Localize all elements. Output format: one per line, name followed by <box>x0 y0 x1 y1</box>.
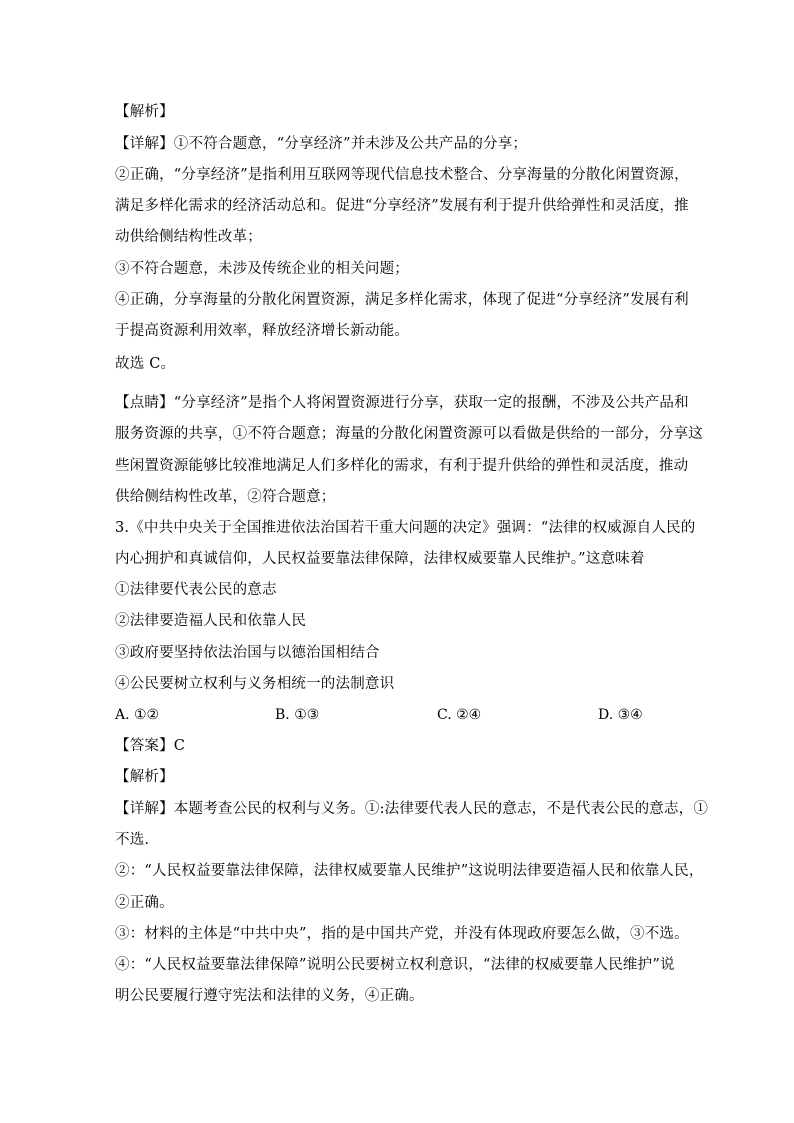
detail-point-4-line-2: 于提高资源利用效率，释放经济增长新动能。 <box>115 323 409 339</box>
statement-3: ③政府要坚持依法治国与以德治国相结合 <box>115 645 380 661</box>
detail-point-2-line-2: 满足多样化需求的经济活动总和。促进“分享经济”发展有利于提升供给弹性和灵活度，推 <box>115 198 689 214</box>
answer-line: 【答案】C <box>115 738 186 754</box>
analysis-heading-q3: 【解析】 <box>115 769 174 785</box>
q3-detail-line-3: ②：“人民权益要靠法律保障，法律权威要靠人民维护”这说明法律要造福人民和依靠人民， <box>115 863 704 879</box>
comment-line-4: 供给侧结构性改革，②符合题意； <box>115 489 336 505</box>
q3-detail-line-2: 不选. <box>115 832 150 848</box>
option-a: A. ①② <box>115 707 160 723</box>
q3-detail-line-4: ②正确。 <box>115 895 174 911</box>
option-b: B. ①③ <box>275 707 320 723</box>
question-3-stem-line-1: 3.《中共中央关于全国推进依法治国若干重大问题的决定》强调：“法律的权威源自人民的 <box>115 520 696 536</box>
statement-4: ④公民要树立权利与义务相统一的法制意识 <box>115 676 395 692</box>
detail-point-2-line-3: 动供给侧结构性改革； <box>115 229 262 245</box>
detail-point-1: 【详解】①不符合题意，“分享经济”并未涉及公共产品的分享； <box>115 136 528 152</box>
question-3-stem-line-2: 内心拥护和真诚信仰，人民权益要靠法律保障，法律权威要靠人民维护。”这意味着 <box>115 551 645 567</box>
comment-line-2: 服务资源的共享，①不符合题意；海量的分散化闲置资源可以看做是供给的一部分，分享这 <box>115 426 703 442</box>
q3-detail-line-6: ④：“人民权益要靠法律保障”说明公民要树立权利意识，“法律的权威要靠人民维护”说 <box>115 957 675 973</box>
comment-line-3: 些闲置资源能够比较准地满足人们多样化的需求，有利于提升供给的弹性和灵活度，推动 <box>115 458 689 474</box>
option-d: D. ③④ <box>598 707 643 723</box>
detail-point-4-line-1: ④正确，分享海量的分散化闲置资源，满足多样化需求，体现了促进“分享经济”发展有利 <box>115 292 689 308</box>
detail-point-2-line-1: ②正确，“分享经济”是指利用互联网等现代信息技术整合、分享海量的分散化闲置资源， <box>115 167 689 183</box>
option-c: C. ②④ <box>437 707 482 723</box>
detail-point-3: ③不符合题意，未涉及传统企业的相关问题； <box>115 261 409 277</box>
q3-detail-line-5: ③：材料的主体是“中共中央”，指的是中国共产党，并没有体现政府要怎么做，③不选。 <box>115 926 689 942</box>
q3-detail-line-7: 明公民要履行遵守宪法和法律的义务，④正确。 <box>115 988 424 1004</box>
q3-detail-line-1: 【详解】本题考查公民的权利与义务。①:法律要代表人民的意志，不是代表公民的意志，① <box>115 801 709 817</box>
analysis-heading: 【解析】 <box>115 104 174 120</box>
statement-2: ②法律要造福人民和依靠人民 <box>115 613 307 629</box>
statement-1: ①法律要代表公民的意志 <box>115 582 277 598</box>
comment-line-1: 【点睛】“分享经济”是指个人将闲置资源进行分享，获取一定的报酬，不涉及公共产品和 <box>115 395 689 411</box>
conclusion-line: 故选 C。 <box>115 356 176 372</box>
